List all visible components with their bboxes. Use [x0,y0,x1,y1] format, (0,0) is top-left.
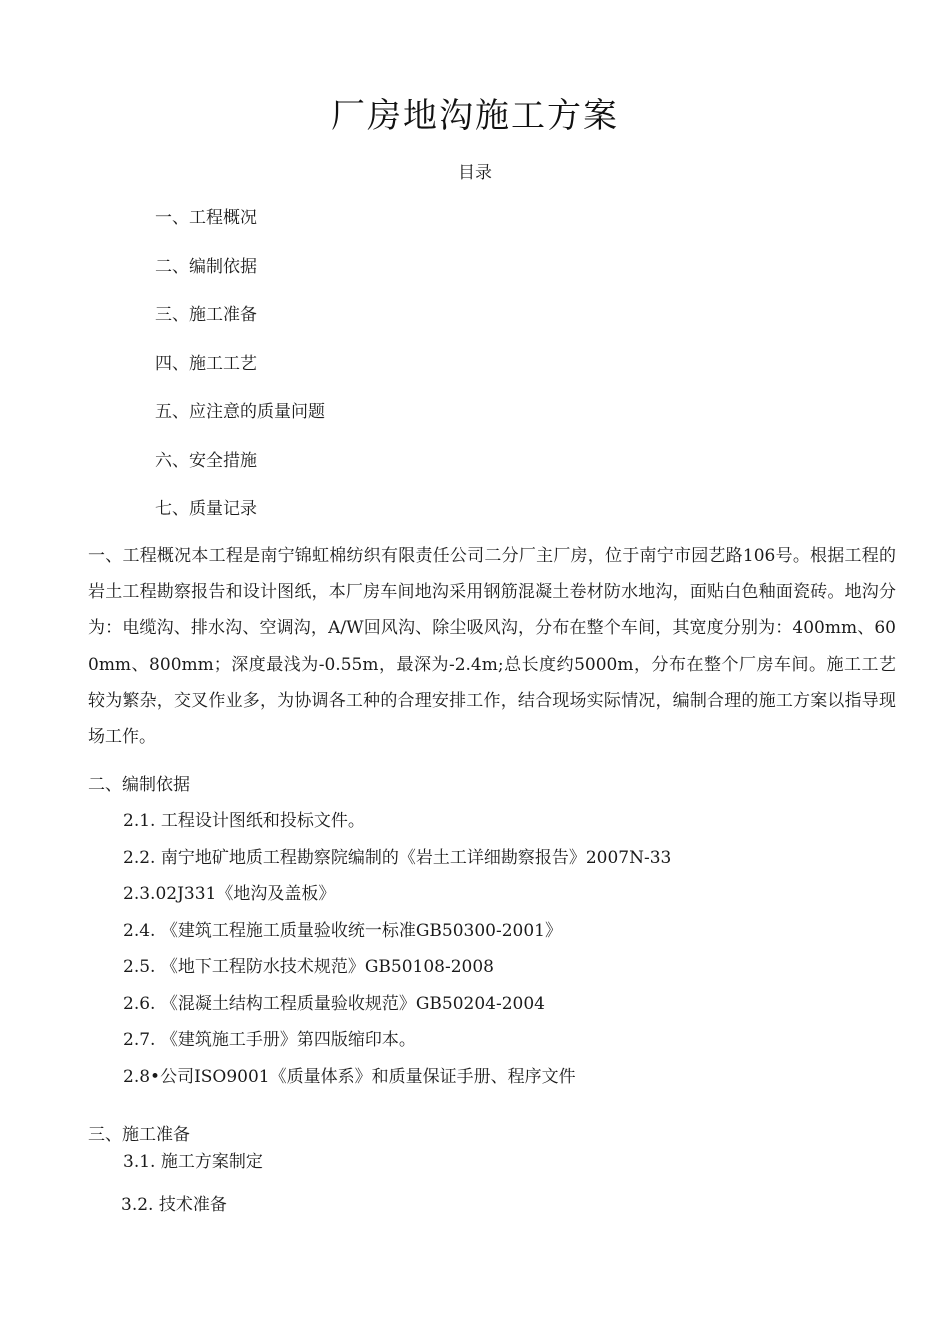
subsection-technical: 3.2. 技术准备 [121,1195,227,1215]
toc-item: 二、编制依据 [155,256,257,277]
toc-item: 三、施工准备 [155,305,257,325]
toc-item: 七、质量记录 [155,499,257,519]
toc-list [155,204,325,544]
basis-item: 2.2. 南宁地矿地质工程勘察院编制的《岩土工详细勘察报告》2007N-33 [123,847,672,868]
basis-item: 2.1. 工程设计图纸和投标文件。 [123,811,365,831]
section-heading-basis: 二、编制依据 [88,775,190,795]
document-title: 厂房地沟施工方案 [331,96,619,136]
basis-item: 2.3.02J331《地沟及盖板》 [123,884,336,904]
toc-item: 四、施工工艺 [155,353,257,374]
subsection-plan: 3.1. 施工方案制定 [123,1152,263,1172]
basis-item: 2.8•公司ISO9001《质量体系》和质量保证手册、程序文件 [123,1066,576,1087]
basis-item: 2.7. 《建筑施工手册》第四版缩印本。 [123,1030,416,1050]
section-heading-preparation: 三、施工准备 [88,1125,190,1145]
basis-list [123,808,671,1100]
toc-item: 一、工程概况 [155,208,257,228]
basis-item: 2.6. 《混凝土结构工程质量验收规范》GB50204-2004 [123,993,546,1014]
toc-heading: 目录 [458,163,492,183]
basis-item: 2.4. 《建筑工程施工质量验收统一标准GB50300-2001》 [123,920,563,941]
toc-item: 五、应注意的质量问题 [155,402,325,422]
toc-item: 六、安全措施 [155,450,257,471]
basis-item: 2.5. 《地下工程防水技术规范》GB50108-2008 [123,957,495,977]
overview-paragraph: 一、工程概况本工程是南宁锦虹棉纺织有限责任公司二分厂主厂房，位于南宁市园艺路106号。根据工程的岩土工程勘察报告和设计图纸，本厂房车间地沟采用钢筋混凝土卷材防水地沟，面贴白色釉面瓷砖。地沟分为：电缆沟、排水沟、空调沟，A/W回风沟、除尘吸风沟，分布在整个车间，其宽度分别为：400mm、600mm、800mm；深度最浅为-0.55m，最深为-2.4m;总长度约5000m，分布在整个厂房车间。施工工艺较为繁杂，交叉作业多，为协调各工种的合理安排工作，结合现场实际情况，编制合理的施工方案以指导现场工作。 [88,546,896,748]
